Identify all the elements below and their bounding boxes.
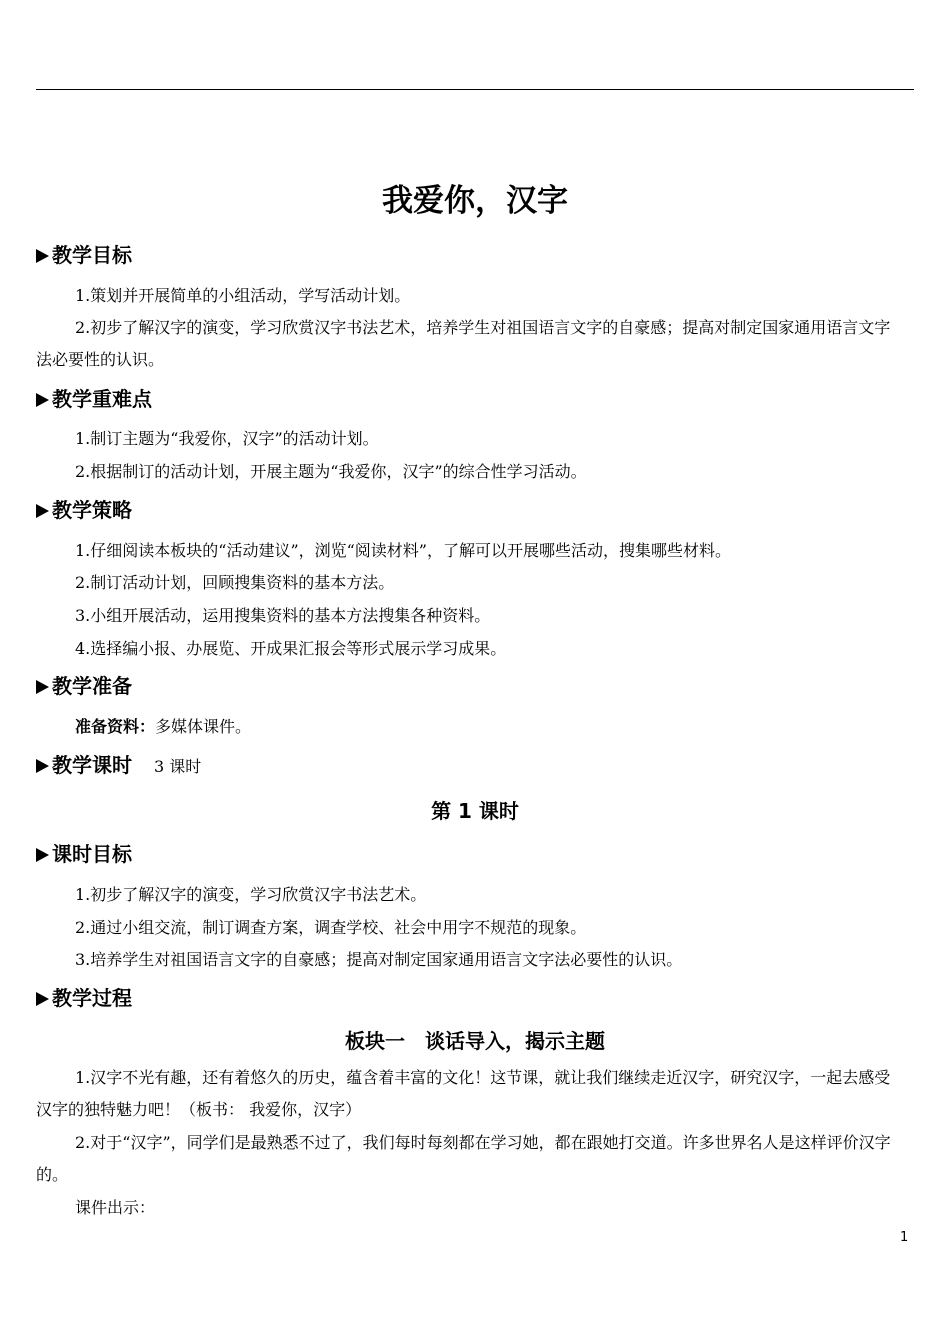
triangle-bullet-icon bbox=[36, 848, 49, 862]
heading-lesson-goals: 课时目标 bbox=[36, 840, 132, 868]
heading-teaching-goals: 教学目标 bbox=[36, 241, 132, 269]
block-1-title: 板块一 谈话导入，揭示主题 bbox=[345, 1029, 605, 1053]
strategy-item-2: 2.制订活动计划，回顾搜集资料的基本方法。 bbox=[75, 573, 395, 592]
heading-class-hours: 教学课时 3 课时 bbox=[36, 751, 201, 781]
goal-item-1: 1.策划并开展简单的小组活动，学写活动计划。 bbox=[75, 286, 411, 305]
triangle-bullet-icon bbox=[36, 992, 49, 1006]
class-hours-value: 3 课时 bbox=[154, 757, 202, 776]
strategy-item-3: 3.小组开展活动，运用搜集资料的基本方法搜集各种资料。 bbox=[75, 606, 491, 625]
lesson-goal-item-3: 3.培养学生对祖国语言文字的自豪感；提高对制定国家通用语言文字法必要性的认识。 bbox=[75, 950, 683, 969]
triangle-bullet-icon bbox=[36, 393, 49, 407]
triangle-bullet-icon bbox=[36, 759, 49, 773]
strategy-item-4: 4.选择编小报、办展览、开成果汇报会等形式展示学习成果。 bbox=[75, 639, 507, 658]
triangle-bullet-icon bbox=[36, 249, 49, 263]
heading-teaching-prep: 教学准备 bbox=[36, 672, 132, 700]
triangle-bullet-icon bbox=[36, 680, 49, 694]
strategy-item-1: 1.仔细阅读本板块的“活动建议”，浏览“阅读材料”，了解可以开展哪些活动，搜集哪些材料。 bbox=[75, 541, 731, 560]
keypoint-item-2: 2.根据制订的活动计划，开展主题为“我爱你，汉字”的综合性学习活动。 bbox=[75, 462, 587, 481]
header-rule bbox=[36, 89, 914, 90]
keypoint-item-1: 1.制订主题为“我爱你，汉字”的活动计划。 bbox=[75, 429, 379, 448]
heading-key-points: 教学重难点 bbox=[36, 385, 152, 413]
lesson-goal-item-1: 1.初步了解汉字的演变，学习欣赏汉字书法艺术。 bbox=[75, 885, 427, 904]
triangle-bullet-icon bbox=[36, 504, 49, 518]
goal-item-2: 2.初步了解汉字的演变，学习欣赏汉字书法艺术，培养学生对祖国语言文字的自豪感；提高对制定国家通用语言文字法必要性的认识。 bbox=[36, 318, 891, 369]
lesson-goal-item-2: 2.通过小组交流，制订调查方案，调查学校、社会中用字不规范的现象。 bbox=[75, 918, 587, 937]
process-courseware-label: 课件出示： bbox=[75, 1198, 156, 1217]
process-item-1: 1.汉字不光有趣，还有着悠久的历史，蕴含着丰富的文化！这节课，就让我们继续走近汉字，研究汉字，一起去感受汉字的独特魅力吧！（板书： 我爱你，汉字） bbox=[36, 1068, 891, 1119]
heading-teaching-process: 教学过程 bbox=[36, 984, 132, 1012]
prep-line bbox=[36, 711, 902, 743]
lesson-1-heading: 第 1 课时 bbox=[431, 799, 519, 823]
page-number: 1 bbox=[900, 1230, 909, 1245]
process-item-2: 2.对于“汉字”，同学们是最熟悉不过了，我们每时每刻都在学习她，都在跟她打交道。许多世界名人是这样评价汉字的。 bbox=[36, 1133, 891, 1184]
prep-text: 多媒体课件。 bbox=[155, 717, 252, 736]
document-title: 我爱你，汉字 bbox=[382, 183, 568, 219]
prep-label: 准备资料： bbox=[75, 717, 156, 736]
heading-teaching-strategy: 教学策略 bbox=[36, 496, 132, 524]
